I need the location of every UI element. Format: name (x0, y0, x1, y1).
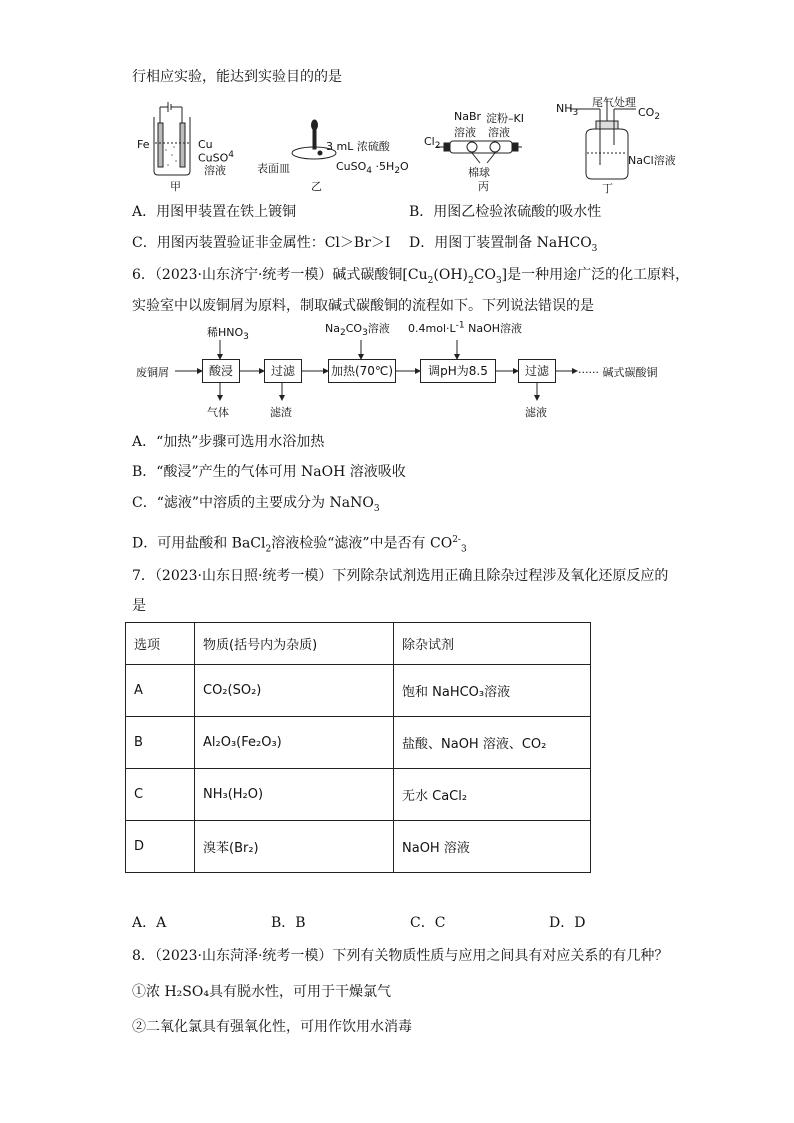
ding-co2-label: $CO_2$ (638, 106, 661, 123)
flow-start: 废铜屑 (136, 366, 169, 379)
figure-ding (570, 99, 636, 179)
table-row (126, 717, 591, 769)
q5-option-a: A．用图甲装置在铁上镀铜 (132, 204, 297, 220)
q5-option-d: D．用图丁装置制备 NaHCO$_3$ (409, 235, 598, 254)
flow-na2co3-label: $Na_2CO_3$溶液 (325, 322, 390, 339)
table-header-cell: 除杂试剂 (394, 623, 591, 665)
bing-cl2-label: $Cl_2$ (424, 135, 441, 152)
table-cell-reagent: 饱和 NaHCO₃溶液 (394, 665, 591, 717)
bing-cotton-label: 棉球 (468, 166, 490, 179)
q5-option-b: B．用图乙检验浓硫酸的吸水性 (409, 204, 602, 220)
q8-item1: ①浓 H₂SO₄具有脱水性，可用于干燥氯气 (132, 984, 391, 1000)
flow-gas-label: 气体 (207, 406, 229, 419)
table-cell-option: D (126, 821, 195, 873)
jia-fe-label: Fe (137, 138, 150, 151)
bing-ki-sol: 溶液 (488, 126, 510, 139)
table-cell-option: B (126, 717, 195, 769)
table-row (126, 769, 591, 821)
q7-table (125, 622, 591, 873)
ding-nacl-label: NaCl溶液 (628, 154, 676, 167)
q8-item2: ②二氧化氯具有强氧化性，可用作饮用水消毒 (132, 1019, 412, 1035)
q7-answer-d: D．D (549, 915, 586, 931)
table-row (126, 665, 591, 717)
bing-nabr-sol: 溶液 (454, 126, 476, 139)
jia-sol-label: 溶液 (204, 164, 226, 177)
flow-step-adjust-ph: 调pH为8.5 (420, 359, 496, 383)
q6-option-c: C．“滤液”中溶质的主要成分为 NaNO$_3$ (132, 495, 380, 514)
q6-line2: 实验室中以废铜屑为原料，制取碱式碳酸铜的流程如下。下列说法错误的是 (132, 298, 594, 314)
q7-answer-b: B．B (271, 915, 306, 931)
q6-option-b: B．“酸浸”产生的气体可用 NaOH 溶液吸收 (132, 464, 406, 480)
figure-jia-liquid (165, 146, 177, 166)
q7-line2: 是 (132, 598, 146, 614)
jia-cu-label: Cu (198, 138, 213, 151)
flow-end: ······ 碱式碳酸铜 (578, 366, 658, 379)
bing-ki-label: 淀粉–KI (486, 112, 524, 125)
flow-residue-label: 滤渣 (270, 406, 292, 419)
flow-step-filter-1: 过滤 (264, 359, 302, 383)
q6-option-a: A．“加热”步骤可选用水浴加热 (132, 434, 325, 450)
yi-crystal-label: CuSO$_4$ $\cdot 5H_2O$ (336, 160, 409, 177)
figure-bing (436, 141, 522, 163)
table-row (126, 821, 591, 873)
flow-naoh-label: $0.4mol\cdot L^{-1}$ NaOH溶液 (408, 320, 523, 335)
q5-option-c: C．用图丙装置验证非金属性：Cl＞Br＞I (132, 235, 391, 251)
figure-jia (154, 102, 190, 175)
flow-step-filter-2: 过滤 (518, 359, 556, 383)
flow-step-acid-leach: 酸浸 (202, 359, 240, 383)
table-header-row (126, 623, 591, 665)
q7-answer-a: A．A (132, 915, 167, 931)
q7-line1: 7．（2023·山东日照·统考一模）下列除杂试剂选用正确且除杂过程涉及氧化还原反应的 (132, 568, 669, 584)
table-cell-reagent: 无水 CaCl₂ (394, 769, 591, 821)
bing-name: 丙 (478, 180, 489, 193)
q6-line1: 6．（2023·山东济宁·统考一模）碱式碳酸铜$[Cu_2(OH)_2CO_3]$是一种用途广泛的化工原料， (132, 267, 690, 286)
table-cell-substance: NH₃(H₂O) (195, 769, 394, 821)
jia-cuso4-label: CuSO$^4$ (198, 150, 235, 165)
jia-name: 甲 (170, 180, 181, 193)
q6-option-d: D．可用盐酸和 BaCl$_2$溶液检验“滤液”中是否有 $CO^{2-}_3$ (132, 535, 467, 555)
ding-name: 丁 (602, 182, 613, 195)
q7-answer-c: C．C (410, 915, 446, 931)
yi-acid-label: 3 mL 浓硫酸 (326, 140, 390, 153)
table-cell-substance: CO₂(SO₂) (195, 665, 394, 717)
flow-filtrate-label: 滤液 (525, 406, 547, 419)
flow-step-heat: 加热(70℃) (328, 359, 396, 383)
bing-nabr-label: NaBr (454, 110, 482, 123)
table-cell-substance: Al₂O₃(Fe₂O₃) (195, 717, 394, 769)
table-cell-option: C (126, 769, 195, 821)
ding-nh3-label: $NH_3$ (556, 102, 579, 119)
table-cell-option: A (126, 665, 195, 717)
yi-dish-label: 表面皿 (257, 162, 290, 175)
yi-name: 乙 (311, 180, 322, 193)
q5-intro: 行相应实验，能达到实验目的的是 (132, 69, 342, 85)
ding-tail-label: 尾气处理 (592, 96, 636, 109)
table-header-cell: 选项 (126, 623, 195, 665)
table-cell-reagent: 盐酸、NaOH 溶液、CO₂ (394, 717, 591, 769)
table-cell-reagent: NaOH 溶液 (394, 821, 591, 873)
q8-line1: 8．（2023·山东菏泽·统考一模）下列有关物质性质与应用之间具有对应关系的有几种？ (132, 948, 669, 964)
table-header-cell: 物质(括号内为杂质) (195, 623, 394, 665)
table-cell-substance: 溴苯(Br₂) (195, 821, 394, 873)
flow-hno3-label: 稀$HNO_3$ (207, 326, 249, 343)
